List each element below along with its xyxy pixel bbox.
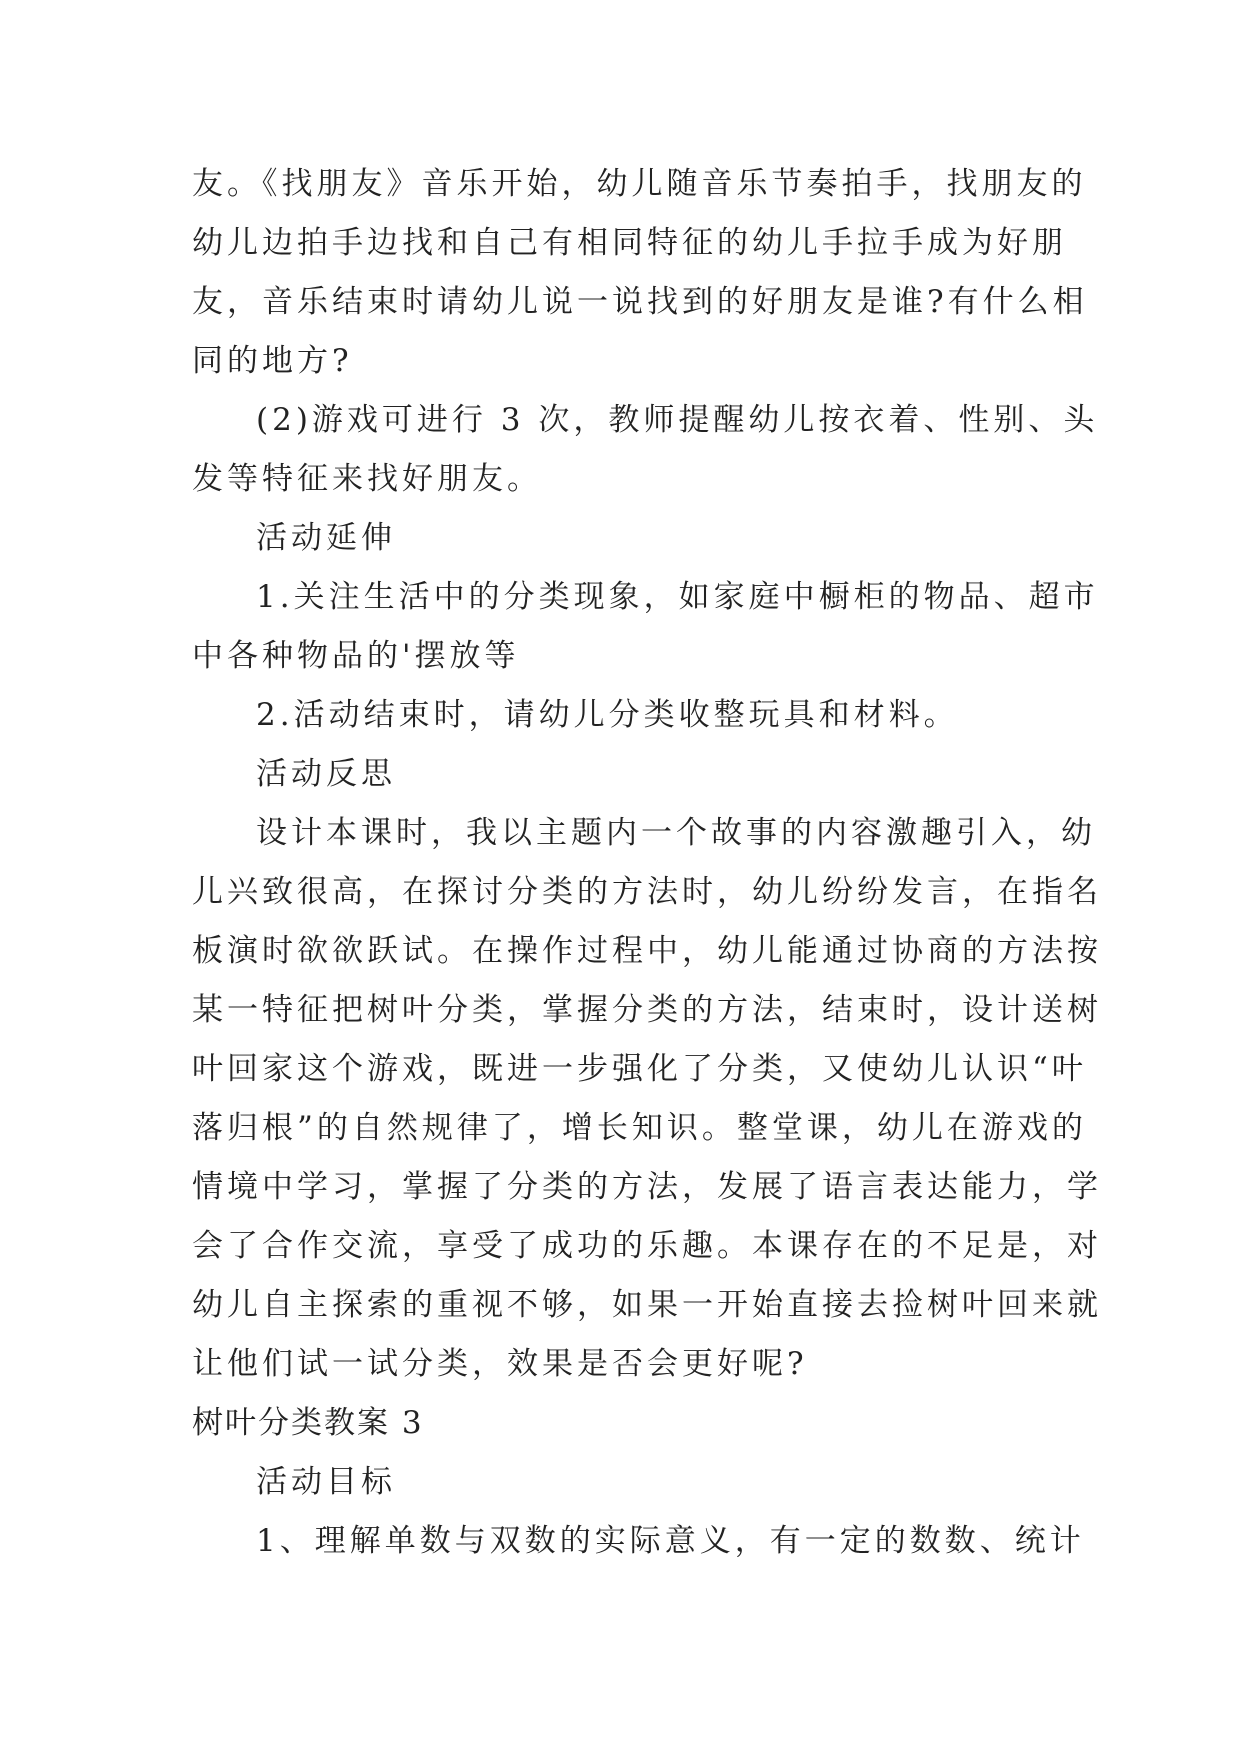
body-line: 板演时欲欲跃试。在操作过程中，幼儿能通过协商的方法按 [192, 933, 1102, 969]
body-line: (2)游戏可进行 3 次，教师提醒幼儿按衣着、性别、头 [256, 402, 1099, 438]
document-body [192, 155, 1102, 1571]
body-line: 同的地方? [192, 343, 353, 379]
body-line: 幼儿自主探索的重视不够，如果一开始直接去捡树叶回来就 [192, 1287, 1102, 1323]
body-line: 设计本课时，我以主题内一个故事的内容激趣引入，幼 [256, 815, 1096, 851]
body-line: 1.关注生活中的分类现象，如家庭中橱柜的物品、超市 [256, 579, 1099, 615]
body-line: 2.活动结束时，请幼儿分类收整玩具和材料。 [256, 697, 959, 733]
section-heading: 活动目标 [256, 1464, 396, 1500]
body-line: 友，音乐结束时请幼儿说一说找到的好朋友是谁?有什么相 [192, 284, 1088, 320]
body-line: 友。《找朋友》音乐开始，幼儿随音乐节奏拍手，找朋友的 [192, 166, 1087, 202]
body-line: 落归根”的自然规律了，增长知识。整堂课，幼儿在游戏的 [192, 1110, 1087, 1146]
body-line: 幼儿边拍手边找和自己有相同特征的幼儿手拉手成为好朋 [192, 225, 1067, 261]
body-line: 叶回家这个游戏，既进一步强化了分类，又使幼儿认识“叶 [192, 1051, 1087, 1087]
body-line: 中各种物品的'摆放等 [192, 638, 520, 674]
document-title: 树叶分类教案 3 [192, 1405, 424, 1441]
body-line: 让他们试一试分类，效果是否会更好呢? [192, 1346, 808, 1382]
body-line: 1、理解单数与双数的实际意义，有一定的数数、统计 [256, 1523, 1085, 1559]
body-line: 发等特征来找好朋友。 [192, 461, 542, 497]
body-line: 会了合作交流，享受了成功的乐趣。本课存在的不足是，对 [192, 1228, 1102, 1264]
section-heading: 活动反思 [256, 756, 396, 792]
body-line: 情境中学习，掌握了分类的方法，发展了语言表达能力，学 [192, 1169, 1102, 1205]
body-line: 儿兴致很高，在探讨分类的方法时，幼儿纷纷发言，在指名 [192, 874, 1102, 910]
section-heading: 活动延伸 [256, 520, 396, 556]
body-line: 某一特征把树叶分类，掌握分类的方法，结束时，设计送树 [192, 992, 1102, 1028]
